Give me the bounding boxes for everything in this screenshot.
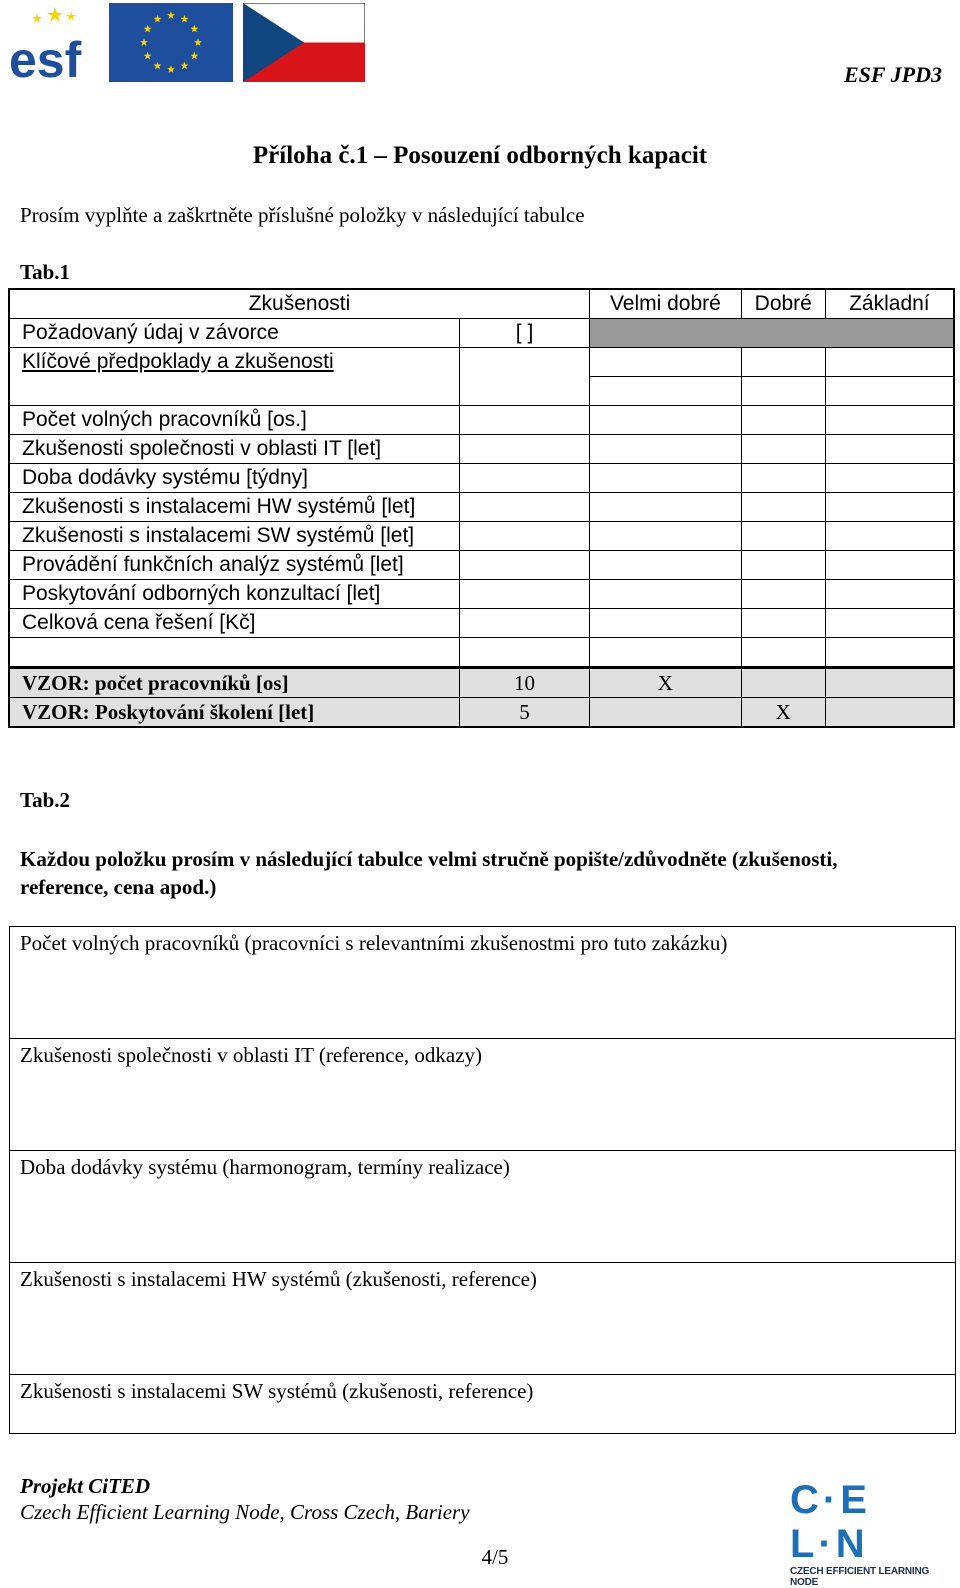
- sample-basic: [825, 668, 954, 698]
- table-row: [9, 464, 954, 493]
- cell-very-good[interactable]: [590, 493, 742, 522]
- description-table: [9, 926, 956, 1434]
- cell-basic[interactable]: [825, 493, 954, 522]
- item-value-cell[interactable]: [460, 522, 590, 551]
- cell-basic[interactable]: [825, 580, 954, 609]
- sample-row: [9, 698, 954, 728]
- svg-text:esf: esf: [9, 32, 82, 82]
- table-row: [9, 435, 954, 464]
- cell-good[interactable]: [741, 580, 825, 609]
- esf-logo: [7, 3, 101, 82]
- item-label: Doba dodávky systému [týdny]: [9, 464, 460, 493]
- table-row: [9, 522, 954, 551]
- footer-project: Projekt CiTED: [20, 1474, 151, 1498]
- item-value-cell[interactable]: [460, 435, 590, 464]
- tab2-label: Tab.2: [20, 788, 71, 812]
- sample-very-good: [590, 698, 742, 728]
- cell-very-good[interactable]: [590, 348, 742, 377]
- item-value-cell[interactable]: [460, 464, 590, 493]
- description-row[interactable]: Zkušenosti s instalacemi SW systémů (zkušenosti, reference): [20, 1379, 534, 1403]
- cell-good[interactable]: [741, 551, 825, 580]
- cell-good[interactable]: [741, 609, 825, 638]
- item-label: Zkušenosti společnosti v oblasti IT [let]: [9, 435, 460, 464]
- col-very-good: Velmi dobré: [590, 289, 742, 319]
- blank-row: [9, 638, 954, 668]
- item-label: Poskytování odborných konzultací [let]: [9, 580, 460, 609]
- eu-flag-logo: [109, 3, 233, 82]
- col-basic: Základní: [825, 289, 954, 319]
- sample-good: X: [741, 698, 825, 728]
- cell-very-good[interactable]: [590, 522, 742, 551]
- sample-value: 5: [460, 698, 590, 728]
- sample-good: [741, 668, 825, 698]
- sample-basic: [825, 698, 954, 728]
- item-value-cell[interactable]: [460, 406, 590, 435]
- cell-basic[interactable]: [825, 406, 954, 435]
- table-row: [9, 609, 954, 638]
- item-value-cell[interactable]: [460, 493, 590, 522]
- table-row: [9, 551, 954, 580]
- col-good: Dobré: [741, 289, 825, 319]
- cell-basic[interactable]: [825, 464, 954, 493]
- item-label: Zkušenosti s instalacemi HW systémů [let]: [9, 493, 460, 522]
- section-row: [9, 348, 954, 377]
- description-row[interactable]: Doba dodávky systému (harmonogram, termíny realizace): [10, 1151, 955, 1263]
- cell-basic[interactable]: [825, 348, 954, 377]
- tab1-label: Tab.1: [20, 260, 71, 284]
- cell-good[interactable]: [741, 348, 825, 377]
- required-label: Požadovaný údaj v závorce: [9, 319, 460, 348]
- item-label: Počet volných pracovníků [os.]: [9, 406, 460, 435]
- sample-value: 10: [460, 668, 590, 698]
- table-row: [9, 493, 954, 522]
- sample-very-good: X: [590, 668, 742, 698]
- sample-label: VZOR: Poskytování školení [let]: [9, 698, 460, 728]
- cell-very-good[interactable]: [590, 406, 742, 435]
- required-value: [ ]: [460, 319, 590, 348]
- required-row: [9, 319, 954, 348]
- description-row[interactable]: Zkušenosti s instalacemi HW systémů (zkušenosti, reference): [10, 1263, 955, 1375]
- cell-good[interactable]: [741, 406, 825, 435]
- page-title: Příloha č.1 – Posouzení odborných kapacit: [252, 142, 708, 169]
- celn-logo: C·E L·N CZECH EFFICIENT LEARNING NODE: [790, 1478, 930, 1588]
- col-experience: Zkušenosti: [9, 289, 590, 319]
- intro-text: Prosím vyplňte a zaškrtněte příslušné položky v následující tabulce: [20, 203, 585, 227]
- item-value-cell[interactable]: [460, 609, 590, 638]
- cell-very-good[interactable]: [590, 580, 742, 609]
- item-label: Zkušenosti s instalacemi SW systémů [let]: [9, 522, 460, 551]
- item-value-cell[interactable]: [460, 551, 590, 580]
- cell-basic[interactable]: [825, 435, 954, 464]
- cell-good[interactable]: [741, 493, 825, 522]
- sample-row: [9, 668, 954, 698]
- cell-very-good[interactable]: [590, 609, 742, 638]
- item-label: Provádění funkčních analýz systémů [let]: [9, 551, 460, 580]
- description-row[interactable]: Zkušenosti společnosti v oblasti IT (reference, odkazy): [10, 1039, 955, 1151]
- tab2-instruction: Každou položku prosím v následující tabulce velmi stručně popište/zdůvodněte (zkušenosti, reference, cena apod.): [20, 847, 838, 899]
- cell-basic[interactable]: [825, 609, 954, 638]
- table-row: [9, 580, 954, 609]
- cell-basic[interactable]: [825, 551, 954, 580]
- cell-basic[interactable]: [825, 522, 954, 551]
- document-code: ESF JPD3: [843, 62, 942, 87]
- table-header-row: [9, 289, 954, 319]
- cell-very-good[interactable]: [590, 464, 742, 493]
- sample-label: VZOR: počet pracovníků [os]: [9, 668, 460, 698]
- table-row: [9, 406, 954, 435]
- cell-good[interactable]: [741, 435, 825, 464]
- czech-flag-logo: [243, 3, 365, 82]
- spacer-row: [9, 377, 954, 406]
- cell-good[interactable]: [741, 522, 825, 551]
- shaded-cell: [590, 319, 955, 348]
- cell-very-good[interactable]: [590, 551, 742, 580]
- experience-table: [8, 288, 955, 728]
- description-row[interactable]: Počet volných pracovníků (pracovníci s relevantními zkušenostmi pro tuto zakázku): [10, 927, 955, 1039]
- item-label: Celková cena řešení [Kč]: [9, 609, 460, 638]
- footer-subtitle: Czech Efficient Learning Node, Cross Czech, Bariery: [20, 1500, 470, 1524]
- cell-good[interactable]: [741, 464, 825, 493]
- item-value-cell[interactable]: [460, 580, 590, 609]
- page-number: 4/5: [481, 1545, 509, 1569]
- cell-very-good[interactable]: [590, 435, 742, 464]
- section-title: Klíčové předpoklady a zkušenosti: [9, 348, 460, 377]
